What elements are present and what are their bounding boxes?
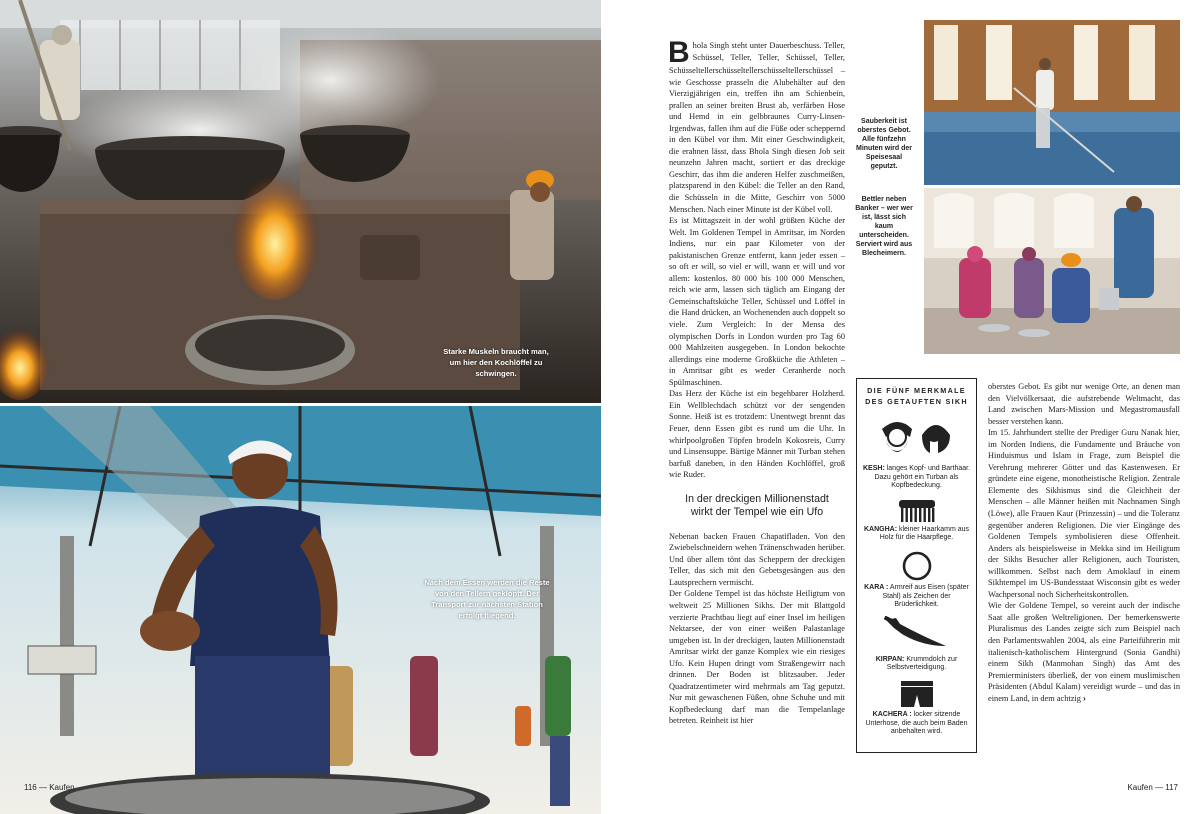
- paragraph-2: Es ist Mittagszeit in der wohl größten Küche der Welt. Im Goldenen Tempel in Amritsar, im Norden Indiens, nur ein paar Kilometer von der pakistanischen Grenze entfernt, kann jeder essen – so oft er will, so viel er will, wann er will und vor allem: kostenlos. 80 000 bis 100 000 Menschen, reich wie arm, lassen sich täglich am Eingang der Gemeinschaftsküche Teller, Schüssel und Löffel in die Hand drücken, an Wochenenden auch doppelt so viele. Zum Vergleich: In der Mensa des olympischen Dorfs in London wurden pro Tag 60 000 Mahlzeiten ausgegeben. In London bekochte allerdings eine moderne Großküche die Athleten – in Amritsar gibt es weder Ceranherde noch Spülmaschinen.: [669, 216, 845, 387]
- kirpan-item: [857, 616, 976, 673]
- kangha-text: KANGHA: kleiner Haarkamm aus Holz für die Haarpflege.: [863, 525, 970, 542]
- comb-icon: [897, 498, 937, 524]
- caption-kitchen-photo: Starke Muskeln braucht man, um hier den Kochlöffel zu schwingen.: [443, 347, 549, 378]
- paragraph-7: Im 15. Jahrhundert stellte der Prediger Guru Nanak hier, im Norden Indiens, die Fundamente und Bräuche von Hinduismus und Islam in Frage, zum Beispiel die Verehrung mehrerer Götter und das Kastenwesen. Er gründete eine eigene, monotheistische Religion. Zentrale Elemente des Sikhismus sind die Gleichheit der Menschen – alle Männer heißen mit Nachnamen Singh (Löwe), alle Frauen Kaur (Prinzessin) – und die Toleranz gegenüber anderen Religionen. Die vier Eingänge des Goldenen Tempels symbolisieren diese Offenheit. Anders als beispielsweise in Mekka sind im Heiligtum der Sikhs Besucher aller Religionen, auch Touristen, willkommen. Selbst nach dem Amoklauf in einem Sikhtempel im US-Bundesstaat Wisconsin gibt es weder Wachpersonal noch Sicherheitskontrollen.: [988, 428, 1180, 599]
- paragraph-5: Der Goldene Tempel ist das höchste Heiligtum von weltweit 25 Millionen Sikhs. Der mit Blattgold verzierte Prachtbau liegt auf einer Insel im heiligen Nektarsee, der von einer weißen Palastanlage umgeben ist. In der dreckigen, lauten Millionenstadt Amritsar wirkt der ganze Komplex wie ein riesiges Ufo. Kein Hupen dringt vom Straßengewirr nach drinnen. Der Boden ist blitzsauber. Jeder Quadratzentimeter wird mehrmals am Tag geputzt. Nur mit gewaschenen Füßen, ohne Schuhe und mit Kopfbedeckung darf man die Tempelanlage betreten. Reinheit ist hier: [669, 589, 845, 726]
- kachera-item: [857, 679, 976, 737]
- infobox-title: [857, 385, 976, 407]
- kara-text: KARA : Armreif aus Eisen (später Stahl) als Zeichen der Brüderlichkeit.: [864, 583, 969, 609]
- paragraph-3: Das Herz der Küche ist ein begehbarer Holzherd. Ein Wellblechdach schützt vor der sengenden Sonne. Heiß ist es trotzdem: Unentwegt brennt das Feuer, denn Essen gibt es rund um die Uhr. In whirlpoolgroßen Töpfen brodeln Kokosreis, Curry und Linsensuppe. Bärtige Männer mit Turban stehen barfuß daneben, in den Händen Kochlöffel, groß wie Ruder.: [669, 389, 845, 480]
- kachera-text: KACHERA : locker sitzende Unterhose, die auch beim Baden anbehalten wird.: [865, 710, 968, 736]
- bracelet-icon: [900, 550, 934, 582]
- folio-right: Kaufen — 117: [1127, 783, 1178, 792]
- caption-plate-photo: Nach dem Essen werden die Reste von den Tellern geklopft. Der Transport zur nächsten Station erfolgt fliegend.: [424, 578, 550, 620]
- paragraph-4: Nebenan backen Frauen Chapatifladen. Von den Zwiebelschneidern wehen Tränenschwaden herüber. Und über allem tönt das Scheppern der dreckigen Teller, das sich mit den Gebetsgesängen aus den Lautsprechern vermischt.: [669, 531, 845, 587]
- five-marks-infobox: [856, 378, 977, 753]
- caption-dining-photo: Bettler neben Banker – wer wer ist, lässt sich kaum unterscheiden. Serviert wird aus Blecheimern.: [855, 196, 913, 257]
- floor-cleaning-photo: [924, 20, 1180, 185]
- beard-turban-icon: [878, 415, 956, 463]
- kangha-item: [857, 498, 976, 543]
- dropcap: B: [668, 36, 690, 69]
- article-column-2: [988, 381, 1180, 704]
- paragraph-1: hola Singh steht unter Dauerbeschuss. Teller, Schüssel, Teller, Teller, Schüssel, Teller, Schüsseltellerschüsseltellerschüsseltellerschüssel – wie Geschosse prasseln die Alubehälter auf den Vierzigjährigen ein, treffen ihn am Schienbein, prallen an seiner breiten Brust ab, verfärben Hose und Hemd in ein gelbbraunes Curry-Linsen-Irgendwas, fallen ihm auf die Füße oder scheppernd in den Kübel vor ihm. Mit einer Geschwindigkeit, die erahnen lässt, dass Bhola Singh diesen Job seit neunzehn Jahren macht, sortiert er das dreckige Geschirr, das ihm die anderen Helfer zuschmeißen, platzsparend in den Kübel: die Teller an den Rand, die Schüsseln in die Mitte, Geschirr von 5000 Menschen. Nach einer Minute ist der Kübel voll.: [669, 41, 845, 214]
- subheadline-line-1: In der dreckigen Millionenstadt: [685, 492, 829, 505]
- subheadline-line-2: wirkt der Tempel wie ein Ufo: [690, 505, 824, 518]
- kesh-text: KESH: langes Kopf- und Barthaar. Dazu gehört ein Turban als Kopfbedeckung.: [863, 465, 971, 490]
- subheadline: [669, 493, 845, 519]
- undergarment-icon: [897, 679, 937, 709]
- paragraph-6: oberstes Gebot. Es gibt nur wenige Orte, an denen man den Vielvölkersaat, die aufstrebende Weltmacht, das Land zwischen Mars-Mission und Megastromausfall besser verstehen kann.: [988, 382, 1180, 426]
- article-column-1: [668, 36, 845, 727]
- continue-arrow: ›: [1083, 692, 1086, 703]
- infobox-title-line-2: DES GETAUFTEN SIKH: [865, 397, 968, 406]
- dining-hall-photo: [924, 188, 1180, 354]
- right-page: [601, 0, 1202, 814]
- caption-floor-photo: Sauberkeit ist oberstes Gebot. Alle fünfzehn Minuten wird der Speisesaal geputzt.: [856, 118, 912, 170]
- kitchen-photo: [0, 0, 601, 403]
- folio-left: 116 — Kaufen: [24, 783, 75, 792]
- dagger-icon: [882, 616, 952, 654]
- kesh-item: [857, 415, 976, 491]
- kirpan-text: KIRPAN: Krummdolch zur Selbstverteidigung.: [875, 655, 958, 672]
- paragraph-8: Wie der Goldene Tempel, so vereint auch der indische Saat alle großen Weltreligionen. Der bemerkenswerte Pluralismus des Landes zeigte sich zum Beispiel nach den Parlamentswahlen 2004, als eine Parteiführerin mit italienisch-katholischem Hintergrund (Sonia Gandhi) einem Sikh (Manmohan Singh) das Amt des Premierministers überließ, der von einem muslimischen Präsidenten (Abdul Kalam) vereidigt wurde – und das in einem Land, in dem achtzig ›: [988, 601, 1180, 703]
- infobox-title-line-1: DIE FÜNF MERKMALE: [867, 386, 966, 395]
- kara-item: [857, 550, 976, 610]
